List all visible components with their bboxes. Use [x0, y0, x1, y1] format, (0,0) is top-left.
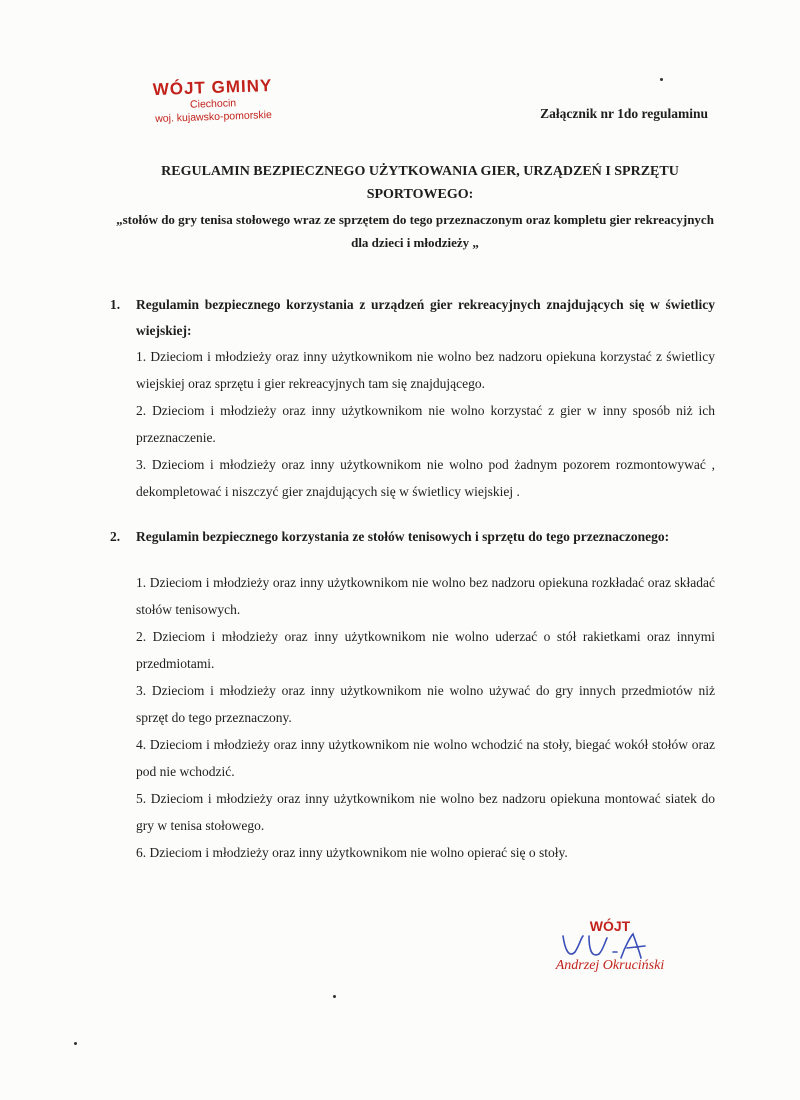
attachment-label: Załącznik nr 1do regulaminu [540, 106, 708, 121]
section-heading [110, 524, 715, 550]
stamp-place: Ciechocin [189, 97, 237, 111]
rules-list [136, 344, 715, 505]
paper-speck [74, 1042, 77, 1045]
paper-speck [660, 78, 663, 81]
section-heading-text: Regulamin bezpiecznego korzystania z urządzeń gier rekreacyjnych znajdujących się w świetlicy wiejskiej: [136, 297, 715, 338]
paper-speck [333, 995, 336, 998]
document-title: REGULAMIN BEZPIECZNEGO UŻYTKOWANIA GIER, URZĄDZEŃ I SPRZĘTU SPORTOWEGO: [161, 164, 679, 202]
section-tennis-tables [110, 524, 715, 868]
section-number: 1. [110, 297, 121, 312]
official-stamp [127, 75, 299, 127]
rule-item: 1. Dzieciom i młodzieży oraz inny użytkownikom nie wolno bez nadzoru opiekuna rozkładać oraz składać stołów tenisowych. [136, 575, 715, 617]
stamp-title: WÓJT GMINY [152, 75, 273, 100]
rule-item: 2. Dzieciom i młodzieży oraz inny użytkownikom nie wolno korzystać z gier w inny sposób niż ich przeznaczenie. [136, 403, 715, 445]
signature-role: WÓJT [589, 918, 631, 934]
rule-item: 5. Dzieciom i młodzieży oraz inny użytkownikom nie wolno bez nadzoru opiekuna montować siatek do gry w tenisa stołowego. [136, 791, 715, 833]
document-subtitle: „stołów do gry tenisa stołowego wraz ze sprzętem do tego przeznaczonym oraz kompletu gier rekreacyjnych dla dzieci i młodzieży „ [116, 212, 714, 250]
stamp-region: woj. kujawsko-pomorskie [155, 108, 273, 126]
signature-block [540, 918, 680, 974]
section-games [110, 292, 715, 506]
rules-list [136, 570, 715, 867]
rule-item: 2. Dzieciom i młodzieży oraz inny użytkownikom nie wolno uderzać o stół rakietkami oraz innymi przedmiotami. [136, 629, 715, 671]
section-heading-text: Regulamin bezpiecznego korzystania ze stołów tenisowych i sprzętu do tego przeznaczonego: [136, 529, 670, 544]
rule-item: 3. Dzieciom i młodzieży oraz inny użytkownikom nie wolno pod żadnym pozorem rozmontowywać , dekompletować i niszczyć gier znajdujących się w świetlicy wiejskiej . [136, 457, 715, 499]
signature-name: Andrzej Okruciński [555, 958, 665, 973]
rule-item: 6. Dzieciom i młodzieży oraz inny użytkownikom nie wolno opierać się o stoły. [136, 845, 568, 860]
section-heading [110, 292, 715, 344]
rule-item: 3. Dzieciom i młodzieży oraz inny użytkownikom nie wolno używać do gry innych przedmiotów niż sprzęt do tego przeznaczony. [136, 683, 715, 725]
rule-item: 1. Dzieciom i młodzieży oraz inny użytkownikom nie wolno bez nadzoru opiekuna korzystać z świetlicy wiejskiej oraz sprzętu i gier rekreacyjnych tam się znajdującego. [136, 349, 715, 391]
rule-item: 4. Dzieciom i młodzieży oraz inny użytkownikom nie wolno wchodzić na stoły, biegać wokół stołów oraz pod nie wchodzić. [136, 737, 715, 779]
section-number: 2. [110, 529, 121, 544]
